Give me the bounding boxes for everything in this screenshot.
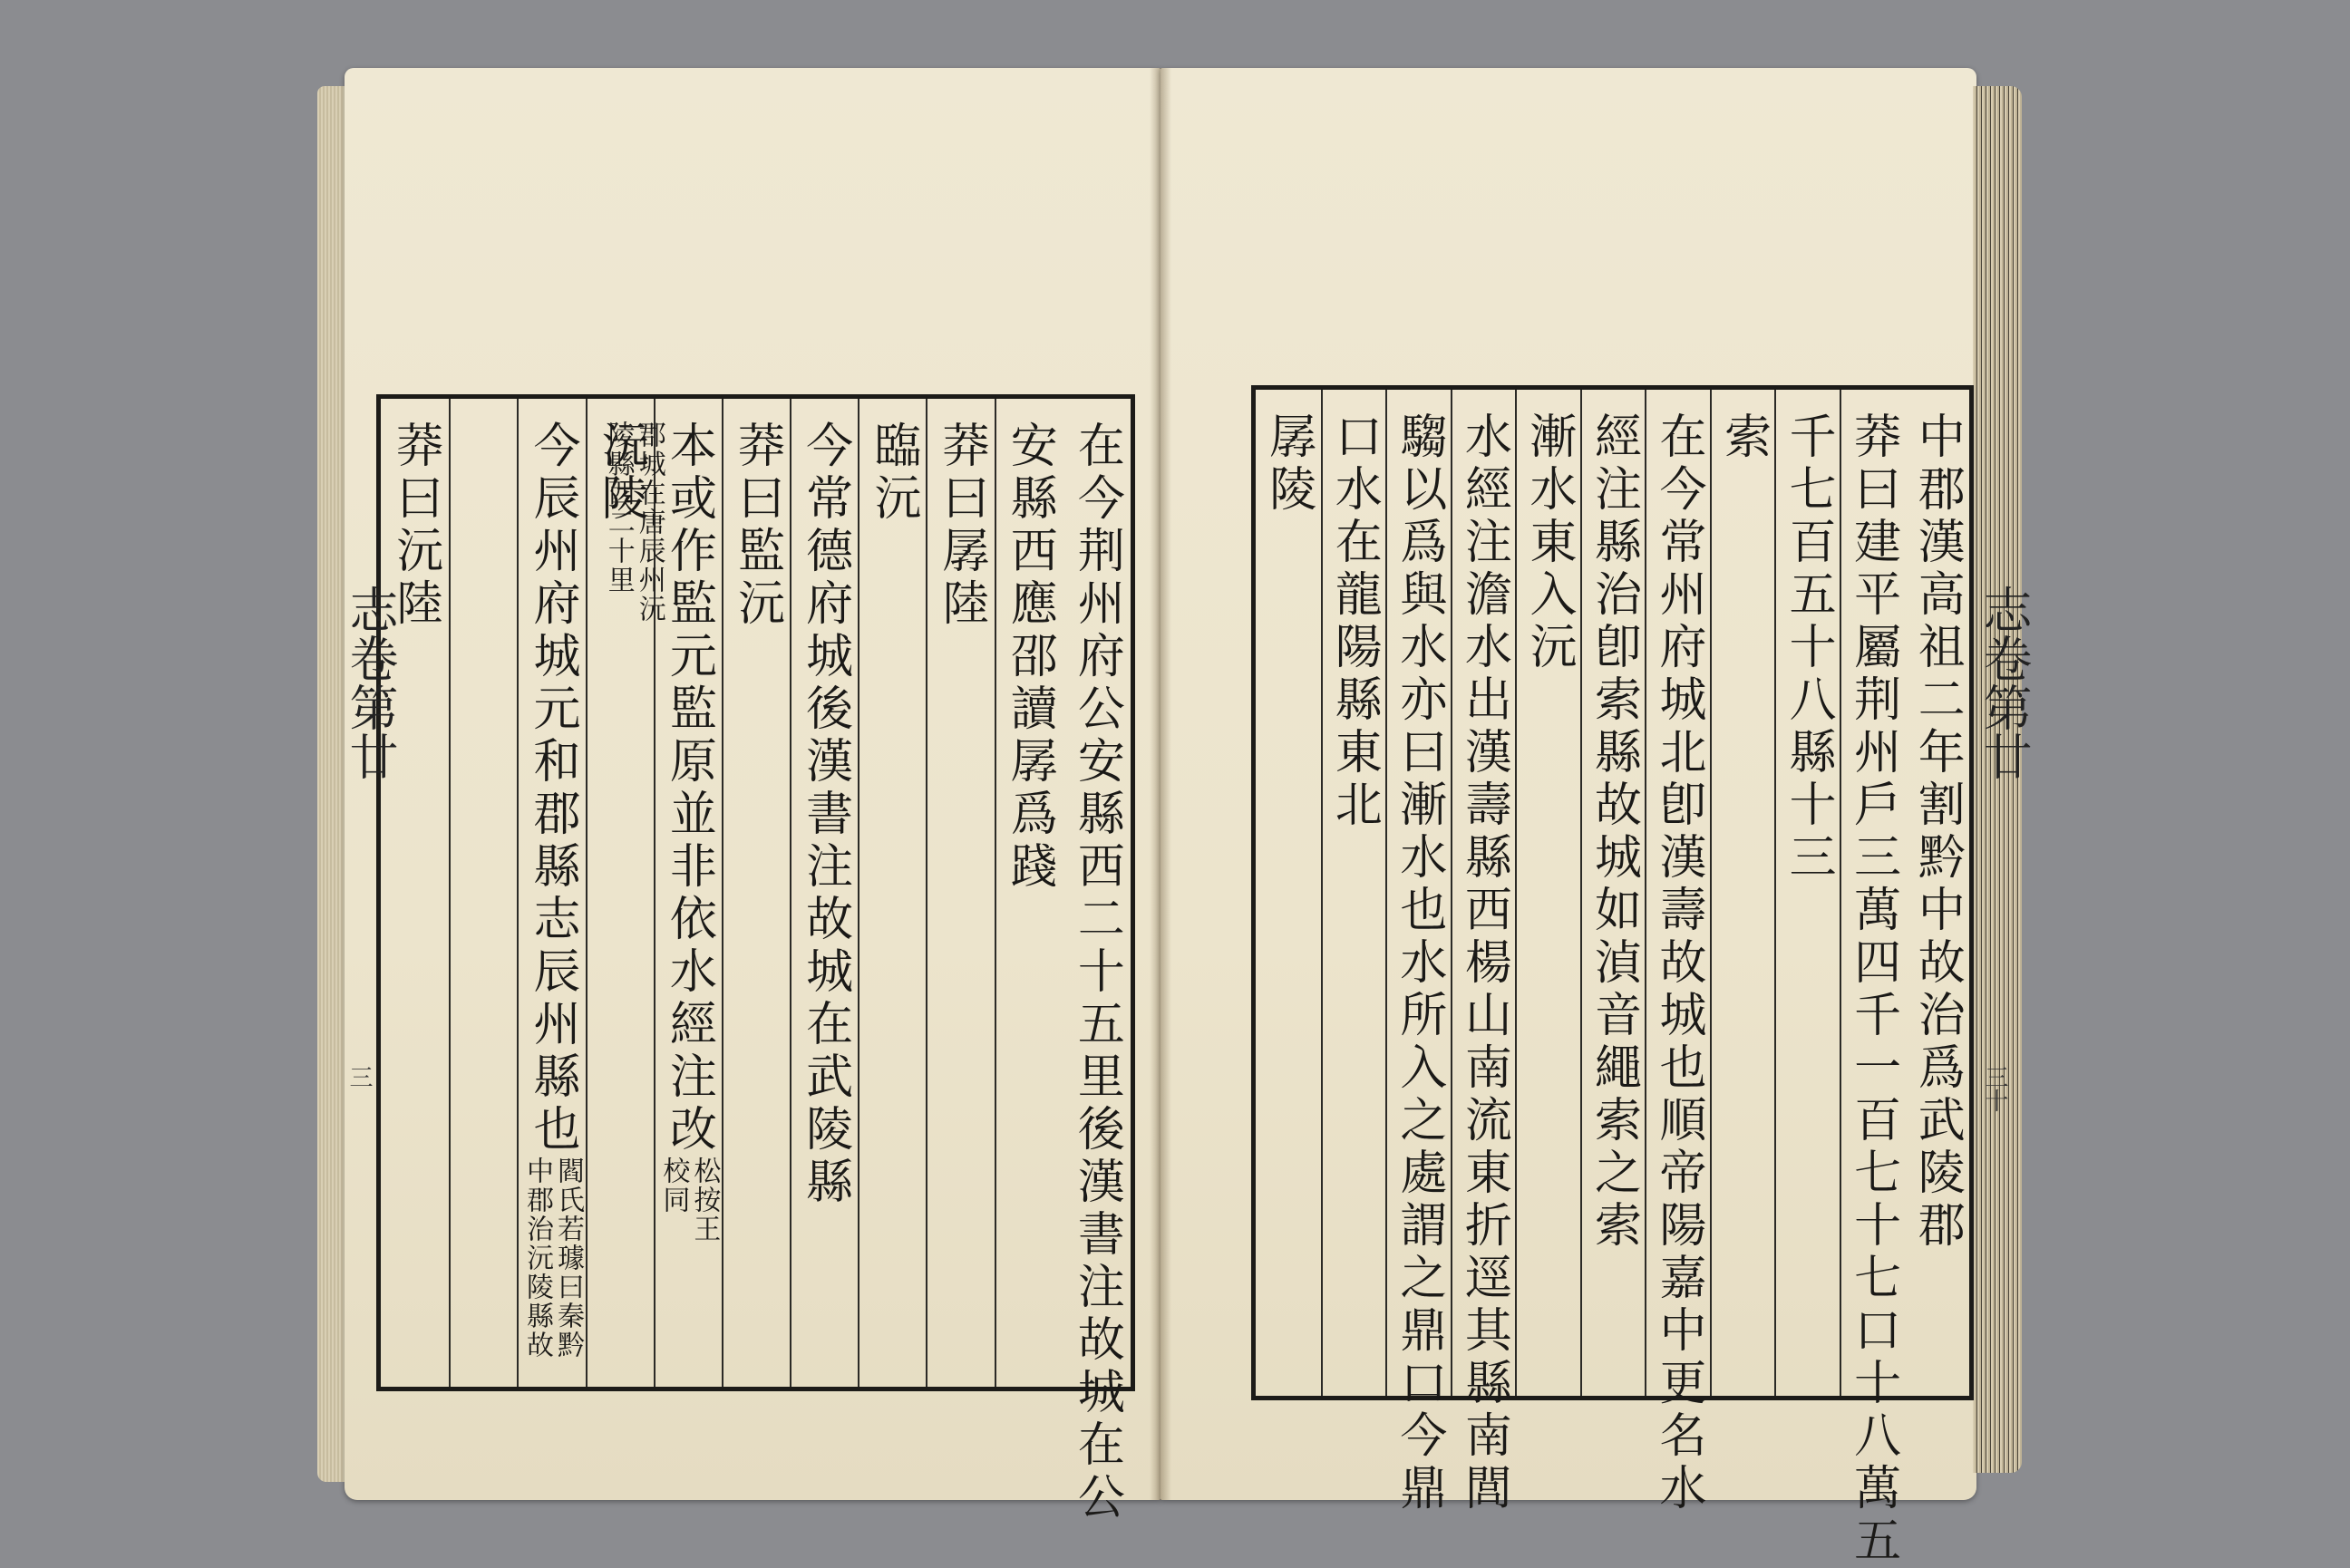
- left-main-text: 今常德府城後漢書注故城在武陵縣: [797, 421, 852, 1209]
- left-annotation-line: 松按王: [688, 1157, 721, 1244]
- right-main-text: 中郡漢高祖二年割黔中故治爲武陵郡: [1909, 411, 1965, 1253]
- right-main-text: 孱陵: [1260, 411, 1316, 517]
- right-main-text: 騶以爲與水亦曰漸水也水所入之處謂之鼎口今鼎: [1391, 411, 1446, 1515]
- left-annotation-line: 中郡治沅陵縣故: [520, 1157, 553, 1360]
- right-main-text: 口水在龍陽縣東北: [1326, 411, 1382, 832]
- left-main-text: 本或作監元監原並非依水經注改: [661, 421, 716, 1157]
- left-text-frame: [376, 394, 1135, 1524]
- left-margin-title: 志卷第廿: [342, 585, 399, 780]
- left-annotation: [520, 1157, 584, 1360]
- open-book: [317, 50, 2033, 1568]
- right-main-text: 千七百五十八縣十三: [1781, 411, 1836, 885]
- right-column: [1774, 390, 1840, 1396]
- left-column: [858, 399, 926, 1387]
- left-main-text: 在今荆州府公安縣西二十五里後漢書注故城在公: [1069, 421, 1124, 1524]
- left-column: [381, 399, 449, 1387]
- right-main-text: 漸水東入沅: [1520, 411, 1576, 674]
- left-page-number: 三: [345, 1065, 373, 1089]
- right-main-text: 在今常州府城北卽漢壽故城也順帝陽嘉中更名水: [1651, 411, 1706, 1515]
- left-main-text: 臨沅: [865, 421, 920, 526]
- right-column: [1580, 390, 1646, 1396]
- right-column: [1385, 390, 1451, 1515]
- left-main-text: 莽曰沅陸: [387, 421, 442, 631]
- left-annotation-line: 校同: [657, 1157, 690, 1215]
- right-column: [1256, 390, 1321, 1396]
- right-main-text: 索: [1715, 411, 1771, 464]
- left-main-text: 今辰州府城元和郡縣志辰州縣也: [524, 421, 579, 1157]
- right-main-text: 莽曰建平屬荆州戶三萬四千一百七十七口十八萬五: [1845, 411, 1900, 1568]
- page-edges-left: [317, 86, 348, 1482]
- left-column: [926, 399, 994, 1387]
- right-column: [1645, 390, 1710, 1515]
- right-column: [1840, 390, 1905, 1568]
- left-annotation-line: 閻氏若璩曰秦黔: [551, 1157, 584, 1360]
- right-column: [1710, 390, 1775, 1396]
- right-column: [1515, 390, 1580, 1396]
- right-column: [1904, 390, 1969, 1396]
- right-column: [1451, 390, 1516, 1515]
- left-column: [1063, 399, 1131, 1524]
- right-main-text: 水經注澹水出漢壽縣西楊山南流東折逕其縣南閭: [1456, 411, 1511, 1515]
- book-spine: [1150, 68, 1171, 1500]
- left-main-text: 安縣西應邵讀孱爲踐: [1002, 421, 1057, 894]
- left-column: [790, 399, 858, 1387]
- left-main-text: 莽曰監沅: [729, 421, 784, 631]
- right-column: [1321, 390, 1386, 1396]
- left-main-text: 莽曰孱陸: [934, 421, 989, 631]
- left-annotation-line: 陵縣西二十里: [602, 421, 635, 595]
- left-main-text: 沅陵: [593, 421, 648, 526]
- right-page-number: 三十: [1981, 1065, 2008, 1112]
- left-annotation-line: 郡城在唐辰州沅: [633, 421, 665, 624]
- right-text-frame: [1251, 385, 1974, 1568]
- right-margin-title: 志卷第廿: [1976, 585, 2033, 780]
- left-column: [995, 399, 1063, 1387]
- right-main-text: 經注縣治卽索縣故城如湞音繩索之索: [1586, 411, 1641, 1253]
